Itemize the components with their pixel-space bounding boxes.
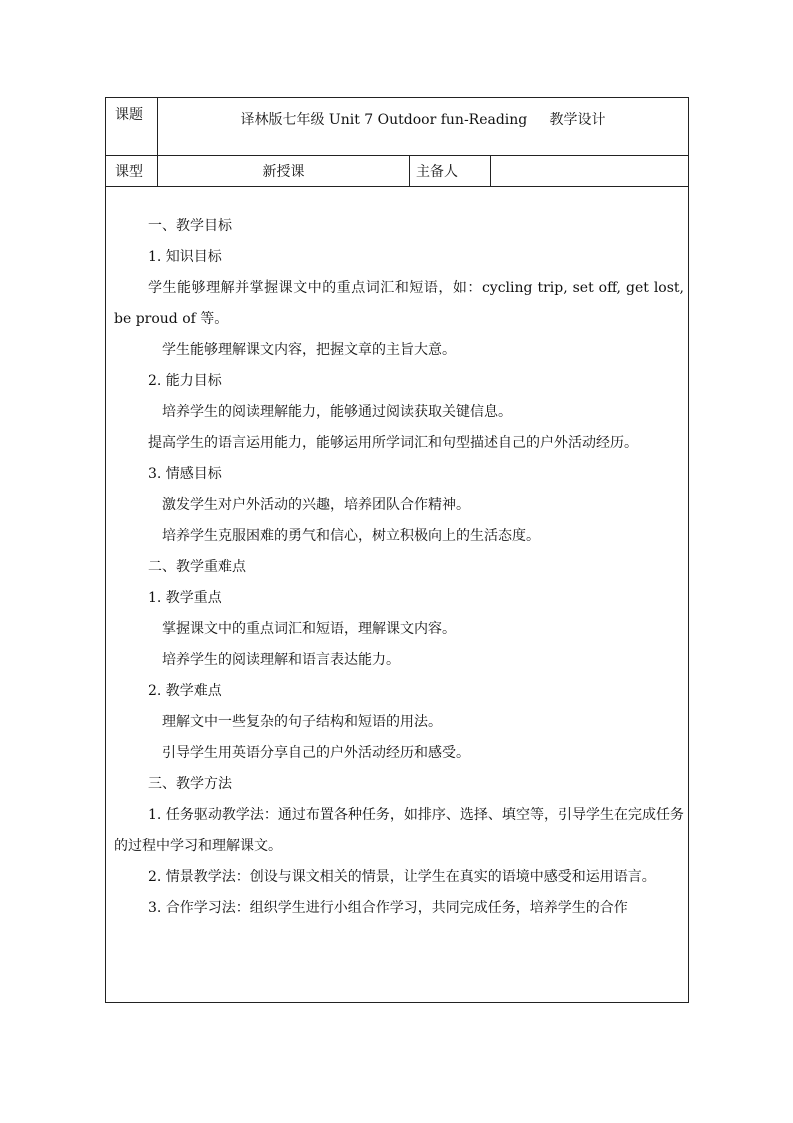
emotion-paragraph-1: 激发学生对户外活动的兴趣，培养团队合作精神。: [162, 497, 470, 513]
key-point-paragraph-1: 掌握课文中的重点词汇和短语，理解课文内容。: [162, 621, 456, 637]
type-row: [106, 156, 688, 187]
subheading-difficulties: 2. 教学难点: [148, 683, 222, 699]
difficulty-paragraph-1: 理解文中一些复杂的句子结构和短语的用法。: [162, 714, 442, 730]
subheading-knowledge: 1. 知识目标: [148, 249, 222, 265]
topic-row: [106, 98, 688, 156]
preparer-value: [491, 156, 688, 186]
ability-paragraph-1: 培养学生的阅读理解能力，能够通过阅读获取关键信息。: [162, 404, 512, 420]
heading-methods: 三、教学方法: [148, 776, 232, 792]
subheading-emotion: 3. 情感目标: [148, 466, 222, 482]
topic-label: 课题: [106, 98, 158, 155]
heading-key-points: 二、教学重难点: [148, 559, 246, 575]
method-cooperative: 3. 合作学习法：组织学生进行小组合作学习，共同完成任务，培养学生的合作: [148, 900, 628, 916]
subheading-ability: 2. 能力目标: [148, 373, 222, 389]
type-label: 课型: [106, 156, 158, 186]
lesson-content: [106, 187, 688, 1002]
knowledge-paragraph-1: 学生能够理解并掌握课文中的重点词汇和短语，如：cycling trip, set off, get lost, be proud of 等。: [114, 280, 684, 327]
key-point-paragraph-2: 培养学生的阅读理解和语言表达能力。: [162, 652, 400, 668]
heading-objectives: 一、教学目标: [148, 218, 232, 234]
method-task-driven: 1. 任务驱动教学法：通过布置各种任务，如排序、选择、填空等，引导学生在完成任务的过程中学习和理解课文。: [114, 807, 684, 854]
difficulty-paragraph-2: 引导学生用英语分享自己的户外活动经历和感受。: [162, 745, 470, 761]
preparer-label: 主备人: [410, 156, 491, 186]
method-situational: 2. 情景教学法：创设与课文相关的情景，让学生在真实的语境中感受和运用语言。: [148, 869, 656, 885]
lesson-plan-table: [105, 97, 689, 1003]
lesson-type-value: 新授课: [158, 156, 410, 186]
ability-paragraph-2: 提高学生的语言运用能力，能够运用所学词汇和句型描述自己的户外活动经历。: [148, 435, 638, 451]
lesson-title: 译林版七年级 Unit 7 Outdoor fun-Reading 教学设计: [240, 112, 606, 128]
subheading-key-points: 1. 教学重点: [148, 590, 222, 606]
knowledge-paragraph-2: 学生能够理解课文内容，把握文章的主旨大意。: [162, 342, 456, 358]
emotion-paragraph-2: 培养学生克服困难的勇气和信心，树立积极向上的生活态度。: [162, 528, 540, 544]
